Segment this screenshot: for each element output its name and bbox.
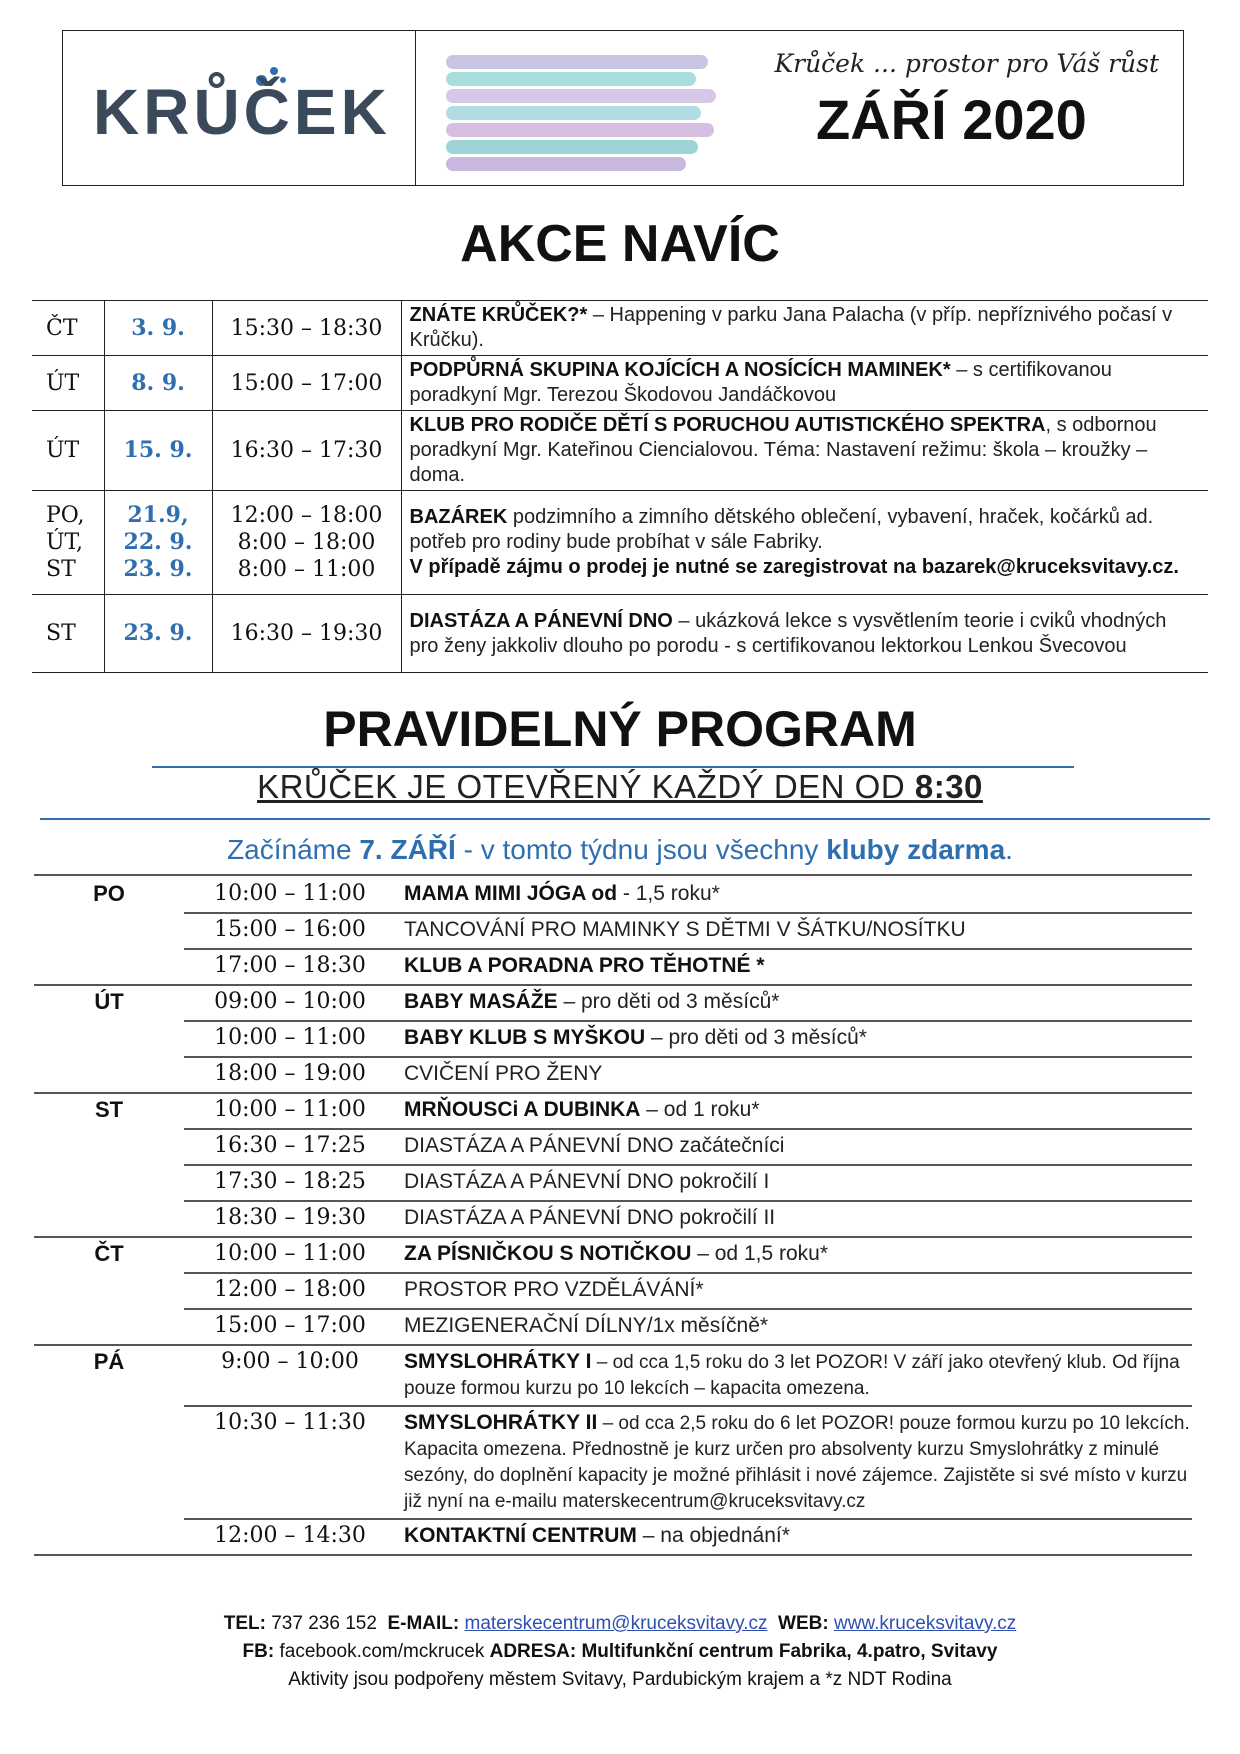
- program-row: [34, 1128, 1192, 1164]
- program-description: [396, 1405, 1192, 1518]
- event-date: 3. 9.: [104, 301, 212, 356]
- divider: [184, 1200, 1192, 1202]
- program-description: [396, 1344, 1192, 1405]
- fb-label: FB:: [242, 1641, 275, 1662]
- program-title: SMYSLOHRÁTKY I: [404, 1350, 592, 1373]
- divider: [184, 1128, 1192, 1130]
- divider: [184, 1164, 1192, 1166]
- opening-hours: [0, 768, 1240, 806]
- program-time: 9:00 – 10:00: [221, 1349, 359, 1374]
- program-row: [34, 1020, 1192, 1056]
- event-date: 8. 9.: [104, 356, 212, 411]
- tel-label: TEL:: [223, 1613, 266, 1634]
- program-text: – od cca 1,5 roku do 3 let POZOR! V září jako otevřený klub. Od října pouze formou kurzu po 10 lekcích – kapacita omezena.: [404, 1352, 1180, 1399]
- start-date: 7. ZÁŘÍ: [359, 834, 456, 865]
- start-notice: [0, 834, 1240, 866]
- program-time: 18:30 – 19:30: [214, 1205, 366, 1230]
- divider: [184, 1308, 1192, 1310]
- program-time: 10:00 – 11:00: [214, 881, 366, 906]
- event-row: [32, 356, 1208, 411]
- program-description: [396, 1272, 1192, 1308]
- program-time: 17:00 – 18:30: [214, 953, 366, 978]
- divider: [184, 1518, 1192, 1520]
- event-day: ÚT: [32, 356, 104, 411]
- program-day: ÚT: [94, 989, 124, 1014]
- program-description: [396, 876, 1192, 912]
- event-date: 22. 9.: [123, 529, 193, 555]
- event-row: [32, 595, 1208, 673]
- program-title: KLUB A PORADNA PRO TĚHOTNÉ *: [404, 954, 765, 977]
- program-row: [34, 1056, 1192, 1092]
- program-time: 15:00 – 17:00: [214, 1313, 366, 1338]
- event-date: 23. 9.: [104, 595, 212, 673]
- divider: [184, 948, 1192, 950]
- program-text: TANCOVÁNÍ PRO MAMINKY S DĚTMI V ŠÁTKU/NOSÍTKU: [404, 918, 966, 941]
- program-text: PROSTOR PRO VZDĚLÁVÁNÍ*: [404, 1278, 704, 1301]
- footer-support: Aktivity jsou podpořeny městem Svitavy, Pardubickým krajem a *z NDT Rodina: [288, 1669, 952, 1690]
- program-row: [34, 912, 1192, 948]
- program-day: PÁ: [93, 1349, 125, 1374]
- program-text: – od cca 2,5 roku do 6 let POZOR! pouze formou kurzu po 10 lekcích. Kapacita omezena. Přednostně je kurz určen pro absolventy kurzu Smyslohrátky z minulé sezóny, do doplnění kapacity je možné přihlásit i nové zájemce. Zajistěte si své místo v kurzu již nyní na e-mailu materskecentrum@kruceksvitavy.cz: [404, 1413, 1190, 1512]
- month-title: ZÁŘÍ 2020: [816, 88, 1087, 151]
- footer-address: [0, 1638, 1240, 1666]
- divider: [184, 912, 1192, 914]
- start-text: - v tomto týdnu jsou všechny: [455, 834, 827, 865]
- event-description: [401, 356, 1208, 411]
- program-row: [34, 876, 1192, 912]
- program-description: [396, 1092, 1192, 1128]
- web-link[interactable]: www.kruceksvitavy.cz: [833, 1613, 1017, 1634]
- event-description: [401, 301, 1208, 356]
- event-text: – Happening v parku Jana Palacha (v příp. nepříznivého počasí v Krůčku).: [409, 304, 1173, 351]
- program-row: [34, 1164, 1192, 1200]
- watercolor-stripes-icon: [446, 51, 726, 171]
- event-day: ST: [46, 557, 76, 582]
- event-row: [32, 301, 1208, 356]
- program-description: [396, 1164, 1192, 1200]
- email-label: E-MAIL:: [387, 1613, 460, 1634]
- header-title-panel: [416, 31, 1183, 185]
- program-title: KONTAKTNÍ CENTRUM: [404, 1524, 637, 1547]
- event-title: DIASTÁZA A PÁNEVNÍ DNO: [409, 609, 673, 632]
- event-date: 23. 9.: [123, 556, 193, 582]
- event-text: podzimního a zimního dětského oblečení, vybavení, hraček, kočárků ad. potřeb pro rodiny bude probíhat v sále Fabriky.: [409, 506, 1154, 553]
- address-text: Multifunkční centrum Fabrika, 4.patro, Svitavy: [581, 1641, 998, 1662]
- event-times: [212, 491, 401, 595]
- program-row: [34, 1308, 1192, 1344]
- program-text: DIASTÁZA A PÁNEVNÍ DNO pokročilí I: [404, 1170, 770, 1193]
- program-row: [34, 1518, 1192, 1554]
- program-time: 17:30 – 18:25: [214, 1169, 366, 1194]
- divider: [34, 1236, 1192, 1238]
- event-title: PODPŮRNÁ SKUPINA KOJÍCÍCH A NOSÍCÍCH MAMINEK*: [409, 359, 951, 381]
- program-row: [34, 1236, 1192, 1272]
- divider: [184, 1056, 1192, 1058]
- event-time: 16:30 – 19:30: [212, 595, 401, 673]
- program-time: 10:30 – 11:30: [214, 1410, 366, 1435]
- program-time: 10:00 – 11:00: [214, 1097, 366, 1122]
- program-title: SMYSLOHRÁTKY II: [404, 1411, 598, 1434]
- program-text: – pro děti od 3 měsíců*: [557, 990, 780, 1013]
- program-row: [34, 1200, 1192, 1236]
- program-text: DIASTÁZA A PÁNEVNÍ DNO začátečníci: [404, 1134, 785, 1157]
- program-description: [396, 1020, 1192, 1056]
- program-row: [34, 948, 1192, 984]
- program-description: [396, 1518, 1192, 1554]
- logo-panel: [63, 31, 416, 185]
- tel-number: 737 236 152: [271, 1613, 377, 1634]
- opening-time: 8:30: [914, 768, 983, 805]
- program-description: [396, 1236, 1192, 1272]
- program-title: BABY MASÁŽE: [404, 990, 558, 1013]
- program-day: PO: [93, 881, 125, 906]
- divider: [34, 1092, 1192, 1094]
- event-description: [401, 491, 1208, 595]
- program-title: ZA PÍSNIČKOU S NOTIČKOU: [404, 1242, 692, 1265]
- event-day: ÚT,: [46, 530, 83, 555]
- program-text: MEZIGENERAČNÍ DÍLNY/1x měsíčně*: [404, 1314, 769, 1337]
- program-list: [34, 874, 1192, 1556]
- start-text: Začínáme: [227, 834, 360, 865]
- event-time: 16:30 – 17:30: [212, 411, 401, 491]
- event-text: – ukázková lekce s vysvětlením teorie i cviků vhodných pro ženy jakkoliv dlouho po porodu - s certifikovanou lektorkou Lenkou Švecovou: [409, 609, 1167, 657]
- event-time: 15:30 – 18:30: [212, 301, 401, 356]
- event-date: 21.9,: [127, 502, 189, 528]
- address-label: ADRESA:: [489, 1641, 577, 1662]
- program-description: [396, 912, 1192, 948]
- program-description: [396, 1200, 1192, 1236]
- event-day: PO,: [46, 503, 85, 528]
- event-description: [401, 595, 1208, 673]
- program-row: [34, 984, 1192, 1020]
- program-description: [396, 1128, 1192, 1164]
- event-day: ST: [32, 595, 104, 673]
- footer: [0, 1610, 1240, 1694]
- event-description: [401, 411, 1208, 491]
- program-row: [34, 1092, 1192, 1128]
- program-title: MRŇOUSCi A DUBINKA: [404, 1098, 641, 1121]
- program-time: 12:00 – 18:00: [214, 1277, 366, 1302]
- event-date: 15. 9.: [104, 411, 212, 491]
- program-title: PRAVIDELNÝ PROGRAM: [323, 701, 917, 757]
- program-description: [396, 1308, 1192, 1344]
- event-note: V případě zájmu o prodej je nutné se zaregistrovat na bazarek@kruceksvitavy.cz.: [409, 556, 1179, 578]
- program-day: ČT: [94, 1241, 124, 1266]
- event-text: , s odbornou poradkyní Mgr. Kateřinou Ciencialovou. Téma: Nastavení režimu: škola – kroužky – doma.: [409, 414, 1157, 486]
- fb-link: facebook.com/mckrucek: [279, 1641, 485, 1662]
- program-text: – od 1,5 roku*: [691, 1242, 828, 1265]
- events-table: [32, 300, 1208, 673]
- header-box: [62, 30, 1184, 186]
- event-time: 15:00 – 17:00: [212, 356, 401, 411]
- opening-text: KRŮČEK JE OTEVŘENÝ KAŽDÝ DEN OD: [257, 768, 915, 805]
- program-text: - 1,5 roku*: [617, 882, 720, 905]
- tagline: Krůček ... prostor pro Váš růst: [774, 49, 1159, 78]
- divider: [184, 1405, 1192, 1407]
- event-title: KLUB PRO RODIČE DĚTÍ S PORUCHOU AUTISTICKÉHO SPEKTRA: [409, 414, 1046, 436]
- program-end: [34, 1554, 1192, 1556]
- event-days: [32, 491, 104, 595]
- program-time: 09:00 – 10:00: [214, 989, 366, 1014]
- start-text: .: [1005, 834, 1013, 865]
- footer-contacts: [0, 1610, 1240, 1638]
- event-time: 8:00 – 18:00: [237, 530, 376, 555]
- program-row: [34, 1344, 1192, 1405]
- program-title: BABY KLUB S MYŠKOU: [404, 1026, 646, 1049]
- divider: [40, 818, 1210, 820]
- divider: [34, 1344, 1192, 1346]
- start-highlight: kluby zdarma: [826, 834, 1006, 865]
- email-link[interactable]: materskecentrum@kruceksvitavy.cz: [464, 1613, 768, 1634]
- program-time: 10:00 – 11:00: [214, 1241, 366, 1266]
- event-row: [32, 491, 1208, 595]
- program-day: ST: [94, 1097, 124, 1122]
- event-time: 8:00 – 11:00: [237, 557, 376, 582]
- program-text: – na objednání*: [636, 1524, 790, 1547]
- event-title: ZNÁTE KRŮČEK?*: [409, 304, 588, 326]
- program-time: 12:00 – 14:30: [214, 1523, 366, 1548]
- event-time: 12:00 – 18:00: [230, 503, 383, 528]
- event-day: ÚT: [32, 411, 104, 491]
- logo: KRŮČEK: [93, 76, 391, 148]
- event-text: – s certifikovanou poradkyní Mgr. Terezou Škodovou Jandáčkovou: [409, 359, 1112, 406]
- program-text: – od 1 roku*: [640, 1098, 760, 1121]
- program-time: 10:00 – 11:00: [214, 1025, 366, 1050]
- divider: [34, 1554, 1192, 1556]
- program-description: [396, 948, 1192, 984]
- divider: [184, 1272, 1192, 1274]
- program-description: [396, 1056, 1192, 1092]
- program-time: 15:00 – 16:00: [214, 917, 366, 942]
- program-title: MAMA MIMI JÓGA od: [404, 882, 618, 905]
- program-text: DIASTÁZA A PÁNEVNÍ DNO pokročilí II: [404, 1206, 776, 1229]
- event-row: [32, 411, 1208, 491]
- event-dates: [104, 491, 212, 595]
- program-text: CVIČENÍ PRO ŽENY: [404, 1062, 603, 1085]
- program-time: 18:00 – 19:00: [214, 1061, 366, 1086]
- akce-title: AKCE NAVÍC: [460, 215, 780, 273]
- event-title: BAZÁREK: [409, 506, 508, 528]
- program-description: [396, 984, 1192, 1020]
- program-time: 16:30 – 17:25: [214, 1133, 366, 1158]
- program-row: [34, 1272, 1192, 1308]
- divider: [34, 984, 1192, 986]
- program-text: – pro děti od 3 měsíců*: [645, 1026, 867, 1049]
- divider: [184, 1020, 1192, 1022]
- web-label: WEB:: [778, 1613, 829, 1634]
- event-day: ČT: [32, 301, 104, 356]
- program-row: [34, 1405, 1192, 1518]
